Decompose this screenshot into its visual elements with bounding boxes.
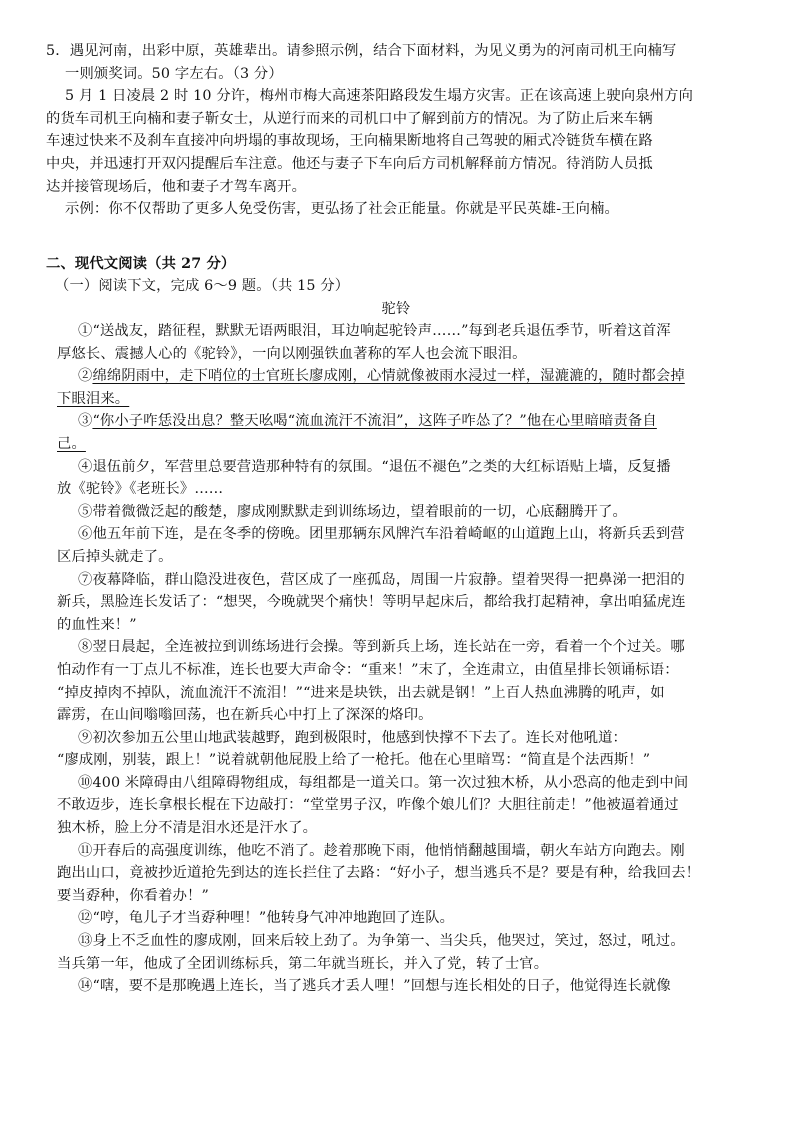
paragraph-line: 跑出山口，竟被抄近道抢先到达的连长拦住了去路：“好小子，想当逃兵不是？要是有种，给我回去！ bbox=[57, 865, 701, 882]
article-title: 驼铃 bbox=[381, 301, 411, 317]
underlined-sentence: “你小子咋恁没出息？整天吆喝“流血流汗不流泪”，这阵子咋怂了？”他在心里暗暗责备自 bbox=[92, 413, 657, 430]
paragraph-line: ④退伍前夕，军营里总要营造那种特有的氛围。“退伍不褪色”之类的大红标语贴上墙，反复播 bbox=[78, 458, 671, 475]
question-5-material-line-1: 5 月 1 日凌晨 2 时 10 分许，梅州市梅大高速茶阳路段发生塌方灾害。正在该高速上驶向泉州方向 bbox=[65, 88, 694, 105]
question-5-prompt-line-2: 一则颁奖词。50 字左右。（3 分） bbox=[65, 65, 283, 82]
paragraph-line: ⑤带着微微泛起的酸楚，廖成刚默默走到训练场边，望着眼前的一切，心底翻腾开了。 bbox=[78, 503, 627, 520]
section-heading: 二、现代文阅读（共 27 分） bbox=[46, 256, 236, 272]
underlined-sentence: 下眼泪来。 bbox=[57, 390, 130, 407]
paragraph-line: ⑥他五年前下连，是在冬季的傍晚。团里那辆东风牌汽车沿着崎岖的山道跑上山，将新兵丢到营 bbox=[78, 526, 685, 543]
paragraph-10 bbox=[57, 772, 767, 840]
paragraph-line: ⑪开春后的高强度训练，他吃不消了。趁着那晚下雨，他悄悄翻越围墙，朝火车站方向跑去。刚 bbox=[78, 842, 685, 859]
paragraph-line: 独木桥，脸上分不清是泪水还是汗水了。 bbox=[57, 820, 318, 837]
paragraph-number: ② bbox=[78, 368, 93, 385]
paragraph-11 bbox=[57, 840, 767, 908]
paragraph-7 bbox=[57, 569, 767, 637]
paragraph-line: 不敢迈步，连长拿根长棍在下边敲打：“堂堂男子汉，咋像个娘儿们？大胆往前走！”他被逼着通过 bbox=[57, 797, 679, 814]
paragraph-line: “掉皮掉肉不掉队，流血流汗不流泪！”“进来是块铁，出去就是钢！”上百人热血沸腾的吼声，如 bbox=[57, 684, 665, 701]
paragraph-line: 当兵第一年，他成了全团训练标兵，第二年就当班长，并入了党，转了士官。 bbox=[57, 955, 549, 972]
paragraph-9 bbox=[57, 727, 767, 772]
paragraph-line: 厚悠长、震撼人心的《驼铃》，一向以刚强铁血著称的军人也会流下眼泪。 bbox=[57, 345, 527, 362]
paragraph-line: ①“送战友，踏征程，默默无语两眼泪，耳边响起驼铃声……”每到老兵退伍季节，听着这首浑 bbox=[78, 323, 671, 339]
underlined-sentence: 己。 bbox=[57, 435, 86, 452]
paragraph-13 bbox=[57, 930, 767, 975]
paragraph-line: 新兵，黑脸连长发话了：“想哭，今晚就哭个痛快！等明早起床后，都给我打起精神，拿出咱猛虎连 bbox=[57, 594, 686, 611]
paragraph-line: 霹雳，在山间嗡嗡回荡，也在新兵心中打上了深深的烙印。 bbox=[57, 707, 433, 724]
paragraph-14 bbox=[57, 975, 767, 998]
paragraph-2 bbox=[57, 365, 767, 410]
question-5-material-line-3: 车速过快来不及刹车直接冲向坍塌的事故现场，王向楠果断地将自己驾驶的厢式冷链货车横在路 bbox=[46, 133, 653, 150]
question-5-example: 示例：你不仅帮助了更多人免受伤害，更弘扬了社会正能量。你就是平民英雄-王向楠。 bbox=[65, 201, 619, 218]
underlined-sentence: 绵绵阴雨中，走下哨位的士官班长廖成刚，心情就像被雨水浸过一样，湿漉漉的，随时都会掉 bbox=[92, 368, 685, 385]
paragraph-line: ⑨初次参加五公里山地武装越野，跑到极限时，他感到快撑不下去了。连长对他吼道： bbox=[78, 729, 627, 746]
paragraph-line: ⑩400 米障碍由八组障碍物组成，每组都是一道关口。第一次过独木桥，从小恐高的他走到中间 bbox=[78, 774, 689, 791]
paragraph-line: ⑭“嗐，要不是那晚遇上连长，当了逃兵才丢人哩！”回想与连长相处的日子，他觉得连长就像 bbox=[78, 978, 671, 995]
paragraph-6 bbox=[57, 523, 767, 568]
paragraph-line: 怕动作有一丁点儿不标准，连长也要大声命令：“重来！”末了，全连肃立，由值星排长领诵标语： bbox=[57, 661, 679, 678]
question-5-material-line-5: 达并接管现场后，他和妻子才驾车离开。 bbox=[46, 178, 307, 195]
question-5 bbox=[46, 40, 746, 221]
paragraph-line bbox=[57, 410, 767, 433]
question-5-prompt-line-1: 5．遇见河南，出彩中原，英雄辈出。请参照示例，结合下面材料，为见义勇为的河南司机王向楠写 bbox=[46, 43, 677, 59]
paragraph-line: ⑫“哼，龟儿子才当孬种哩！”他转身气冲冲地跑回了连队。 bbox=[78, 910, 455, 927]
paragraph-number: ③ bbox=[78, 413, 93, 430]
paragraph-line bbox=[57, 365, 767, 388]
paragraph-line: 的血性来！” bbox=[57, 616, 137, 633]
question-5-material-line-4: 中央，并迅速打开双闪提醒后车注意。他还与妻子下车向后方司机解释前方情况。待消防人员抵 bbox=[46, 155, 653, 172]
paragraph-line: ⑧翌日晨起，全连被拉到训练场进行会操。等到新兵上场，连长站在一旁，看着一个个过关。哪 bbox=[78, 639, 685, 656]
article-body bbox=[57, 320, 767, 998]
paragraph-line: ⑦夜幕降临，群山隐没进夜色，营区成了一座孤岛，周围一片寂静。望着哭得一把鼻涕一把泪的 bbox=[78, 571, 685, 588]
paragraph-line: “廖成刚，别装，跟上！”说着就朝他屁股上给了一枪托。他在心里暗骂：“简直是个法西斯！” bbox=[57, 752, 651, 769]
paragraph-1 bbox=[57, 320, 767, 365]
paragraph-line: ⑬身上不乏血性的廖成刚，回来后较上劲了。为争第一、当尖兵，他哭过，笑过，怒过，吼过。 bbox=[78, 933, 685, 950]
question-5-material-line-2: 的货车司机王向楠和妻子靳女士，从逆行而来的司机口中了解到前方的情况。为了防止后来车辆 bbox=[46, 110, 653, 127]
paragraph-12 bbox=[57, 907, 767, 930]
paragraph-3 bbox=[57, 410, 767, 455]
paragraph-line: 要当孬种，你看着办！” bbox=[57, 887, 209, 904]
paragraph-line bbox=[57, 388, 767, 411]
paragraph-line bbox=[57, 433, 767, 456]
paragraph-4 bbox=[57, 456, 767, 501]
paragraph-8 bbox=[57, 636, 767, 726]
subsection-heading: （一）阅读下文，完成 6～9 题。（共 15 分） bbox=[55, 278, 350, 294]
paragraph-line: 放《驼铃》《老班长》…… bbox=[57, 481, 224, 498]
paragraph-line: 区后掉头就走了。 bbox=[57, 548, 173, 565]
paragraph-5 bbox=[57, 501, 767, 524]
